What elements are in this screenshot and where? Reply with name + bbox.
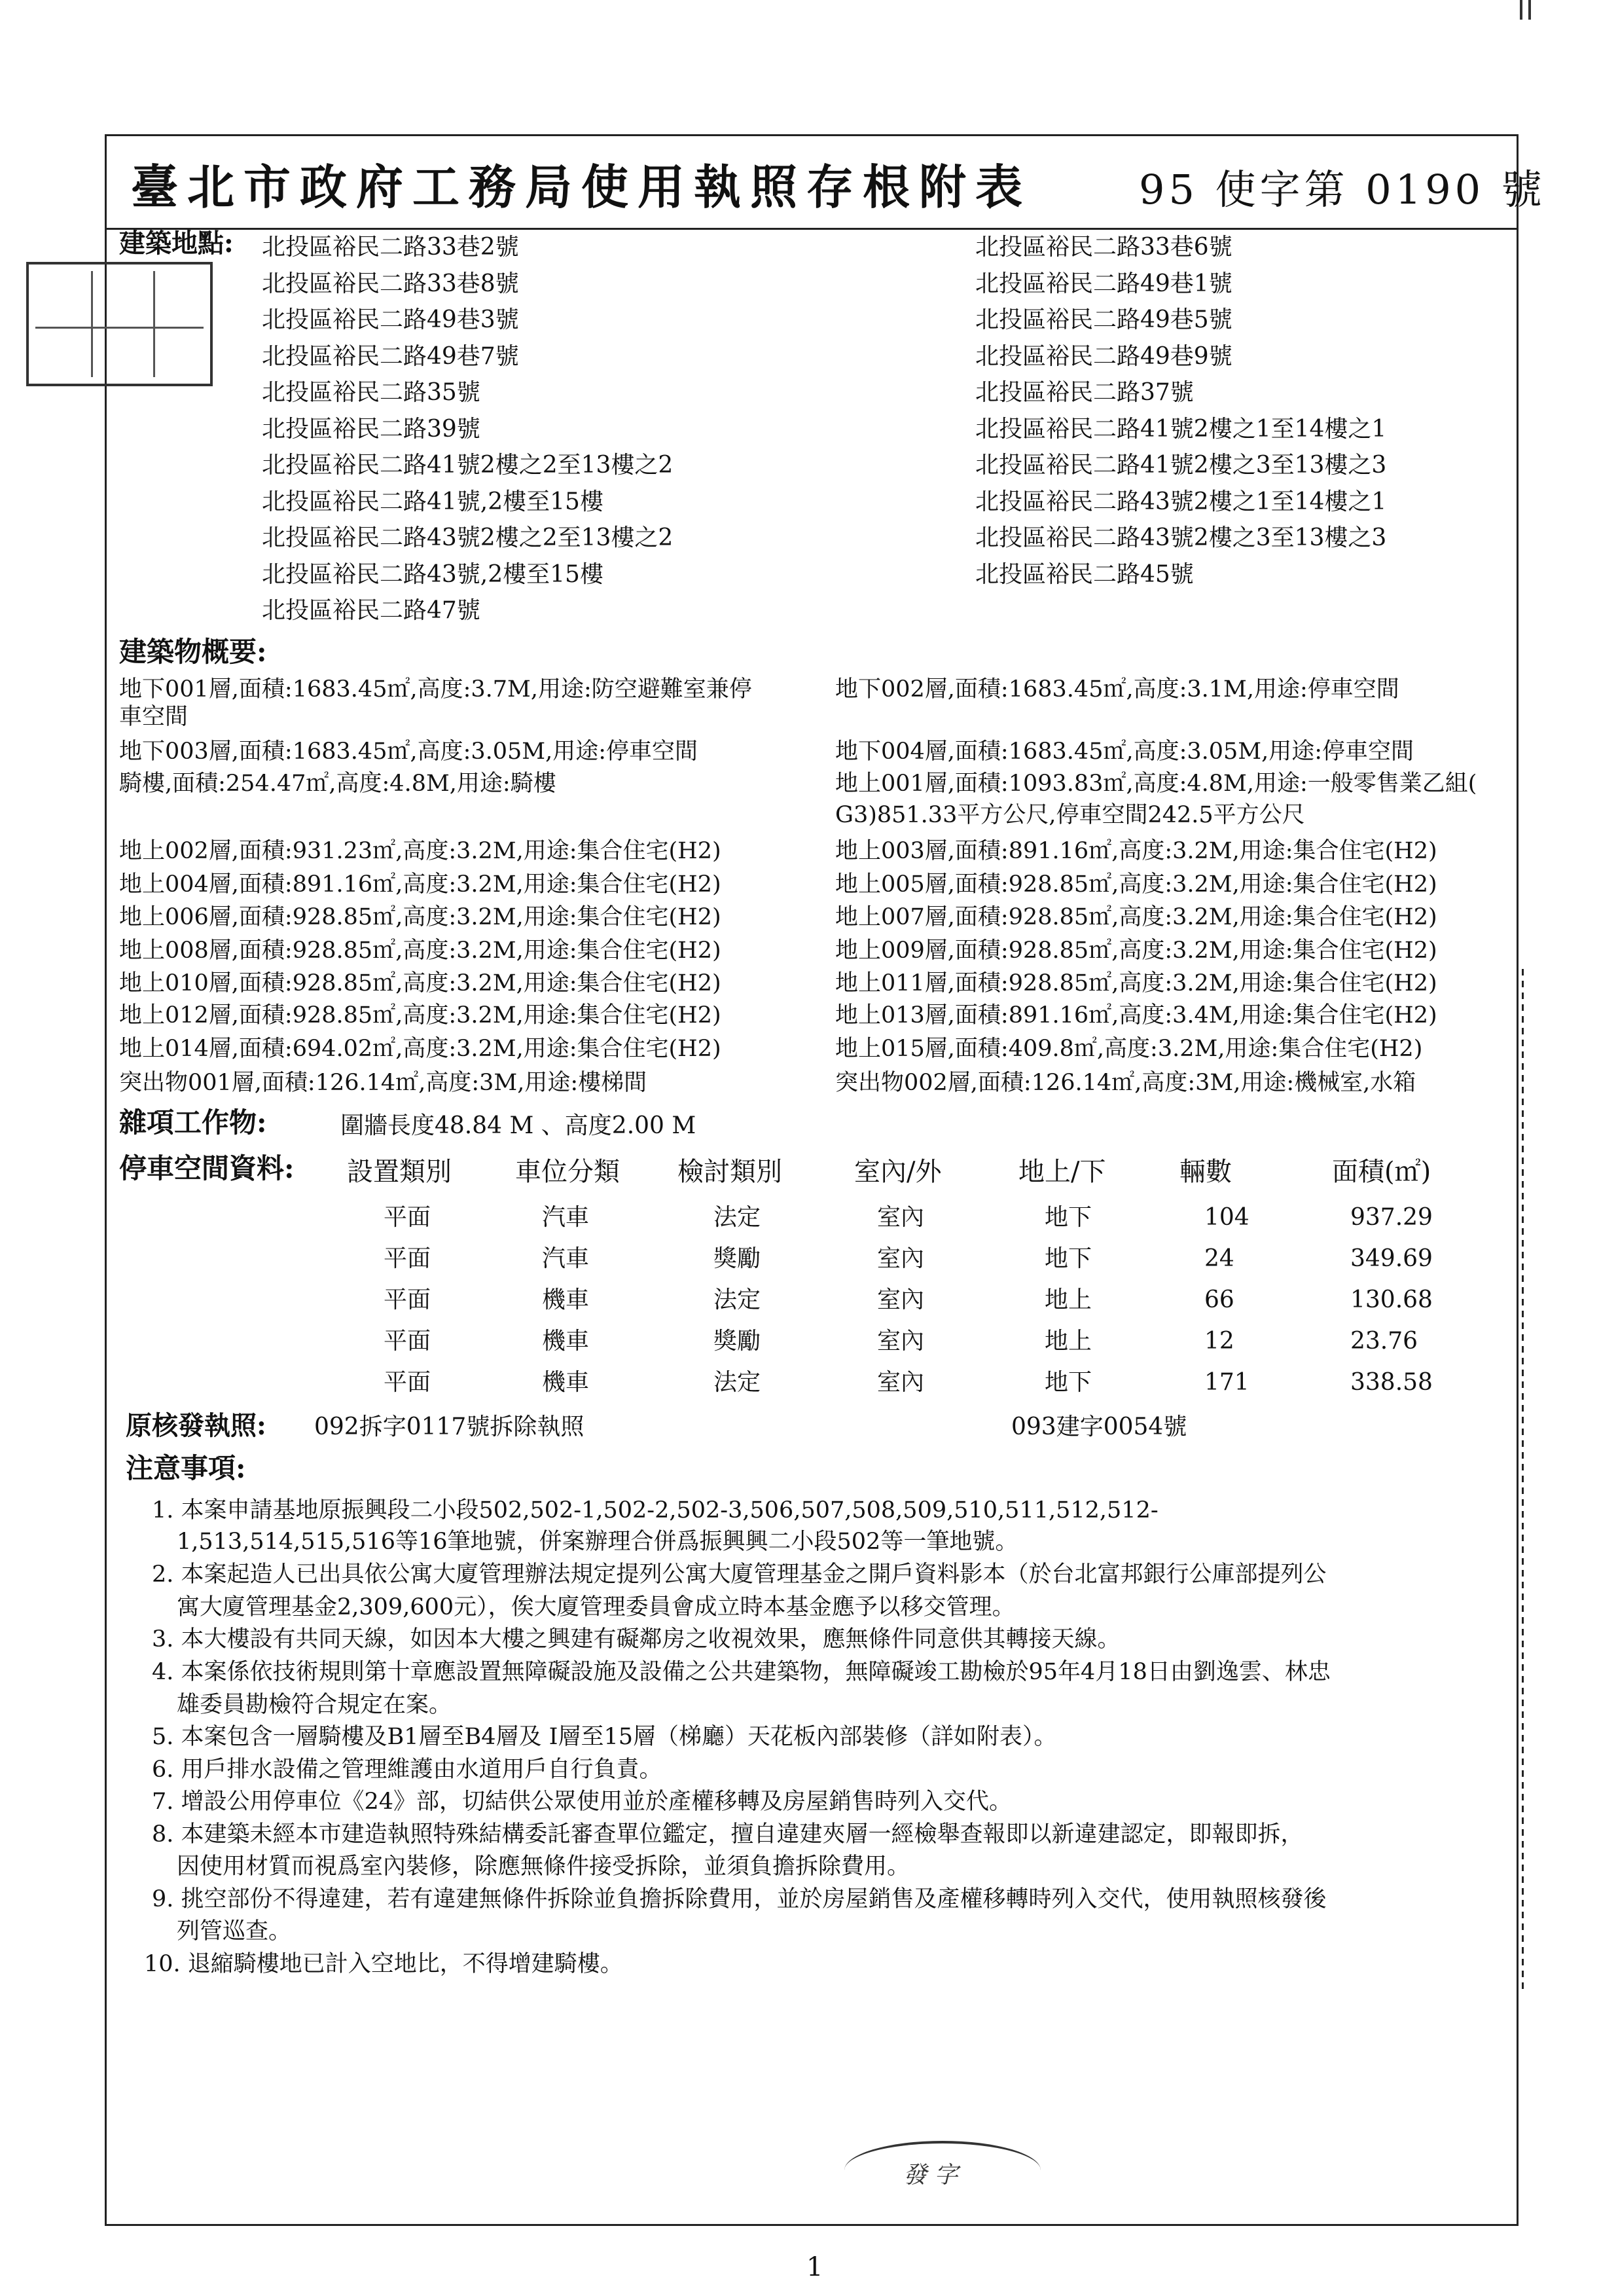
parking-cell: 24 (1204, 1245, 1234, 1272)
notes-label: 注意事項: (126, 1452, 246, 1484)
parking-cell: 地下 (1045, 1369, 1092, 1396)
overview-item: 地上010層,面積:928.85㎡,高度:3.2M,用途:集合住宅(H2) (119, 970, 721, 996)
parking-cell: 349.69 (1350, 1245, 1433, 1272)
note-line: 9. 挑空部份不得違建，若有違建無條件拆除並負擔拆除費用，並於房屋銷售及產權移轉時列入交代，使用執照核發後 (152, 1886, 1327, 1912)
parking-cell: 法定 (713, 1369, 761, 1396)
parking-header-cell: 車位分類 (515, 1157, 620, 1187)
overview-item: 地上011層,面積:928.85㎡,高度:3.2M,用途:集合住宅(H2) (835, 970, 1437, 996)
address-item: 北投區裕民二路43號2樓之3至13樓之3 (975, 524, 1387, 551)
overview-item: 地下003層,面積:1683.45㎡,高度:3.05M,用途:停車空間 (119, 738, 698, 765)
note-line: 寓大廈管理基金2,309,600元），俟大廈管理委員會成立時本基金應予以移交管理。 (177, 1594, 1015, 1620)
parking-cell: 機車 (542, 1286, 590, 1313)
parking-cell: 機車 (542, 1328, 590, 1355)
parking-cell: 室內 (877, 1245, 925, 1272)
overview-item: 突出物002層,面積:126.14㎡,高度:3M,用途:機械室,水箱 (835, 1070, 1416, 1096)
note-line: 列管巡查。 (177, 1918, 292, 1944)
parking-cell: 汽車 (542, 1245, 590, 1272)
note-line: 因使用材質而視爲室內裝修，除應無條件接受拆除，並須負擔拆除費用。 (177, 1853, 910, 1880)
address-item: 北投區裕民二路33巷6號 (975, 234, 1232, 261)
parking-cell: 法定 (713, 1204, 761, 1231)
parking-cell: 104 (1204, 1204, 1249, 1231)
parking-cell: 23.76 (1350, 1328, 1418, 1355)
page-stamp (844, 2141, 1041, 2200)
page-number: 1 (806, 2252, 823, 2282)
address-item: 北投區裕民二路43號2樓之2至13樓之2 (262, 524, 674, 551)
parking-header-cell: 輛數 (1179, 1157, 1232, 1187)
note-line: 1. 本案申請基地原振興段二小段502,502-1,502-2,502-3,506,507,508,509,510,511,512,512- (152, 1497, 1159, 1523)
parking-cell: 室內 (877, 1369, 925, 1396)
parking-cell: 獎勵 (713, 1328, 761, 1355)
parking-cell: 機車 (542, 1369, 590, 1396)
parking-cell: 171 (1204, 1369, 1249, 1396)
parking-header-cell: 設置類別 (347, 1157, 452, 1187)
address-item: 北投區裕民二路43號,2樓至15樓 (262, 560, 603, 588)
overview-item: 地上004層,面積:891.16㎡,高度:3.2M,用途:集合住宅(H2) (119, 871, 721, 898)
overview-item: 地上003層,面積:891.16㎡,高度:3.2M,用途:集合住宅(H2) (835, 838, 1437, 864)
scan-edge-mark (1522, 969, 1524, 1990)
address-item: 北投區裕民二路49巷7號 (262, 342, 519, 370)
parking-cell: 法定 (713, 1286, 761, 1313)
address-item: 北投區裕民二路33巷2號 (262, 234, 519, 261)
overview-item: 地上008層,面積:928.85㎡,高度:3.2M,用途:集合住宅(H2) (119, 938, 721, 964)
parking-cell: 平面 (384, 1286, 431, 1313)
parking-cell: 獎勵 (713, 1245, 761, 1272)
header-divider (107, 228, 1517, 230)
note-line: 8. 本建築未經本市建造執照特殊結構委託審查單位鑑定，擅自違建夾層一經檢舉查報即以新違建認定，即報即拆， (152, 1821, 1304, 1848)
note-line: 3. 本大樓設有共同天線，如因本大樓之興建有礙鄰房之收視效果，應無條件同意供其轉接天線。 (152, 1626, 1121, 1652)
address-item: 北投區裕民二路43號2樓之1至14樓之1 (975, 488, 1387, 515)
note-line: 4. 本案係依技術規則第十章應設置無障礙設施及設備之公共建築物，無障礙竣工勘檢於95年4月18日由劉逸雲、林忠 (152, 1659, 1331, 1685)
note-line: 2. 本案起造人已出具依公寓大廈管理辦法規定提列公寓大廈管理基金之開戶資料影本（於台北富邦銀行公庫部提列公 (152, 1561, 1327, 1588)
overview-item: 地下001層,面積:1683.45㎡,高度:3.7M,用途:防空避難室兼停 (119, 676, 752, 702)
address-item: 北投區裕民二路39號 (262, 415, 480, 443)
address-item: 北投區裕民二路41號2樓之3至13樓之3 (975, 452, 1387, 479)
parking-cell: 130.68 (1350, 1286, 1433, 1313)
overview-item: 地上006層,面積:928.85㎡,高度:3.2M,用途:集合住宅(H2) (119, 904, 721, 930)
address-item: 北投區裕民二路49巷3號 (262, 306, 519, 333)
note-line: 雄委員勘檢符合規定在案。 (177, 1692, 452, 1718)
address-item: 北投區裕民二路41號2樓之2至13樓之2 (262, 452, 674, 479)
overview-item: 地上012層,面積:928.85㎡,高度:3.2M,用途:集合住宅(H2) (119, 1002, 721, 1029)
parking-cell: 地下 (1045, 1204, 1092, 1231)
parking-cell: 平面 (384, 1369, 431, 1396)
address-label: 建築地點: (119, 228, 234, 259)
parking-cell: 12 (1204, 1328, 1234, 1355)
address-item: 北投區裕民二路49巷5號 (975, 306, 1232, 333)
parking-header-cell: 檢討類別 (677, 1157, 782, 1187)
overview-item: G3)851.33平方公尺,停車空間242.5平方公尺 (835, 802, 1305, 828)
parking-cell: 汽車 (542, 1204, 590, 1231)
parking-cell: 66 (1204, 1286, 1234, 1313)
parking-cell: 室內 (877, 1204, 925, 1231)
address-item: 北投區裕民二路45號 (975, 560, 1194, 588)
overview-item: 地上015層,面積:409.8㎡,高度:3.2M,用途:集合住宅(H2) (835, 1036, 1423, 1062)
parking-cell: 937.29 (1350, 1204, 1433, 1231)
note-line: 10. 退縮騎樓地已計入空地比，不得增建騎樓。 (144, 1951, 623, 1977)
parking-cell: 平面 (384, 1204, 431, 1231)
scan-edge-mark (1528, 0, 1531, 20)
parking-cell: 平面 (384, 1245, 431, 1272)
parking-header-cell: 室內/外 (854, 1157, 942, 1187)
parking-header-cell: 地上/下 (1018, 1157, 1106, 1187)
original-permit-right: 093建字0054號 (1011, 1413, 1187, 1440)
note-line: 1,513,514,515,516等16筆地號，併案辦理合併爲振興興二小段502等一筆地號。 (177, 1529, 1018, 1555)
address-item: 北投區裕民二路37號 (975, 379, 1194, 406)
parking-label: 停車空間資料: (119, 1152, 295, 1184)
parking-header-cell: 面積(㎡) (1332, 1157, 1431, 1187)
address-item: 北投區裕民二路41號,2樓至15樓 (262, 488, 603, 515)
overview-item: 地下004層,面積:1683.45㎡,高度:3.05M,用途:停車空間 (835, 738, 1414, 765)
page-title: 臺北市政府工務局使用執照存根附表 (131, 159, 1032, 215)
parking-cell: 地上 (1045, 1286, 1092, 1313)
overview-item: 地上007層,面積:928.85㎡,高度:3.2M,用途:集合住宅(H2) (835, 904, 1437, 930)
overview-item: 地上005層,面積:928.85㎡,高度:3.2M,用途:集合住宅(H2) (835, 871, 1437, 898)
stamp-text: 發 字 (903, 2162, 958, 2189)
overview-item: 地下002層,面積:1683.45㎡,高度:3.1M,用途:停車空間 (835, 676, 1399, 702)
misc-label: 雜項工作物: (119, 1106, 267, 1139)
overview-item: 地上002層,面積:931.23㎡,高度:3.2M,用途:集合住宅(H2) (119, 838, 721, 864)
scan-edge-mark (1520, 0, 1522, 20)
address-item: 北投區裕民二路35號 (262, 379, 480, 406)
address-item: 北投區裕民二路49巷1號 (975, 270, 1232, 297)
parking-cell: 338.58 (1350, 1369, 1433, 1396)
address-item: 北投區裕民二路49巷9號 (975, 342, 1232, 370)
note-line: 5. 本案包含一層騎樓及B1層至B4層及 I層至15層（梯廳）天花板內部裝修（詳如附表）。 (152, 1724, 1057, 1750)
note-line: 6. 用戶排水設備之管理維護由水道用戶自行負責。 (152, 1757, 662, 1783)
overview-item: 突出物001層,面積:126.14㎡,高度:3M,用途:樓梯間 (119, 1070, 647, 1096)
document-number: 95 使字第 0190 號 (1139, 166, 1546, 213)
parking-cell: 地上 (1045, 1328, 1092, 1355)
address-item: 北投區裕民二路33巷8號 (262, 270, 519, 297)
overview-item: 騎樓,面積:254.47㎡,高度:4.8M,用途:騎樓 (119, 771, 556, 797)
original-permit-label: 原核發執照: (126, 1410, 266, 1441)
note-line: 7. 增設公用停車位《24》部，切結供公眾使用並於產權移轉及房屋銷售時列入交代。 (152, 1789, 1013, 1815)
overview-item: 地上013層,面積:891.16㎡,高度:3.4M,用途:集合住宅(H2) (835, 1002, 1437, 1029)
overview-item: 地上014層,面積:694.02㎡,高度:3.2M,用途:集合住宅(H2) (119, 1036, 721, 1062)
address-item: 北投區裕民二路47號 (262, 597, 480, 624)
overview-label: 建築物概要: (119, 636, 267, 668)
overview-item: 地上001層,面積:1093.83㎡,高度:4.8M,用途:一般零售業乙組( (835, 771, 1477, 797)
parking-cell: 室內 (877, 1328, 925, 1355)
original-permit-left: 092拆字0117號拆除執照 (314, 1413, 584, 1440)
parking-cell: 室內 (877, 1286, 925, 1313)
official-seal (26, 262, 213, 386)
misc-value: 圍牆長度48.84 M 、高度2.00 M (340, 1112, 696, 1139)
address-item: 北投區裕民二路41號2樓之1至14樓之1 (975, 415, 1387, 443)
overview-item: 車空間 (119, 704, 189, 730)
parking-cell: 平面 (384, 1328, 431, 1355)
parking-cell: 地下 (1045, 1245, 1092, 1272)
overview-item: 地上009層,面積:928.85㎡,高度:3.2M,用途:集合住宅(H2) (835, 938, 1437, 964)
